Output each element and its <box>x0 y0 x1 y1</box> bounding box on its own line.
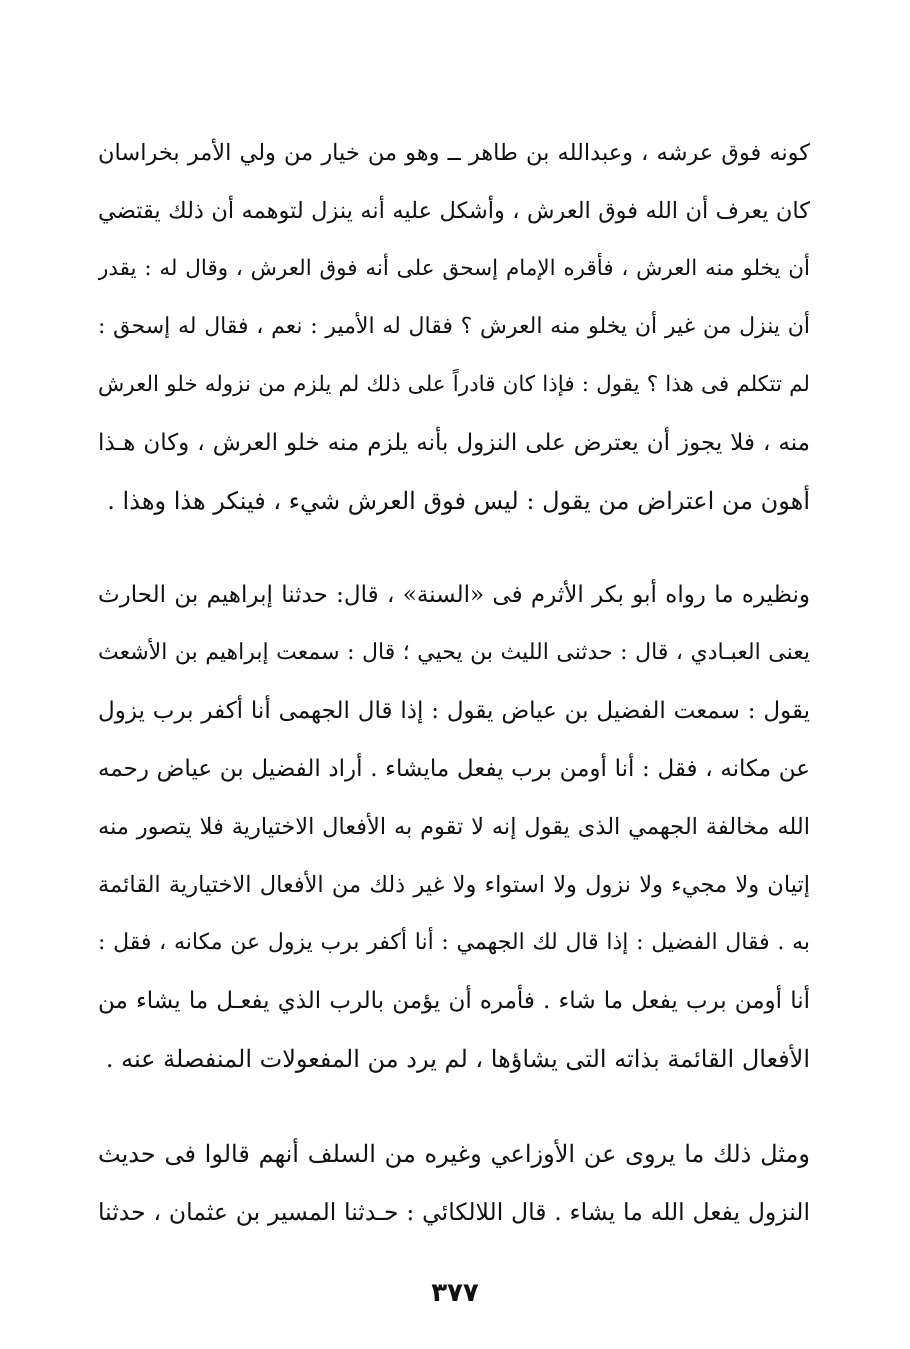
text-line: لم تتكلم فى هذا ؟ يقول : فإذا كان قادراً على ذلك لم يلزم من نزوله خلو العرش <box>98 372 810 397</box>
text-line: أن ينزل من غير أن يخلو منه العرش ؟ فقال له الأمير : نعم ، فقال له إسحق : <box>98 314 810 339</box>
text-line: أنا أومن برب يفعل ما شاء . فأمره أن يؤمن بالرب الذي يفعـل ما يشاء من <box>98 988 810 1014</box>
text-line: كونه فوق عرشه ، وعبدالله بن طاهر ــ وهو من خيار من ولي الأمر بخراسان <box>98 140 810 166</box>
text-line: كان يعرف أن الله فوق العرش ، وأشكل عليه أنه ينزل لتوهمه أن ذلك يقتضي <box>98 198 810 224</box>
text-line: به . فقال الفضيل : إذا قال لك الجهمي : أنا أكفر برب يزول عن مكانه ، فقل : <box>98 930 810 955</box>
paragraph-2 <box>98 566 810 1088</box>
paragraph-1 <box>98 124 810 530</box>
text-line: النزول يفعل الله ما يشاء . قال اللالكائي : حـدثنا المسير بن عثمان ، حدثنا <box>98 1198 810 1226</box>
text-line: منه ، فلا يجوز أن يعترض على النزول بأنه يلزم منه خلو العرش ، وكان هـذا <box>98 430 810 456</box>
text-line: يعنى العبـادي ، قال : حدثنى الليث بن يحيي ؛ قال : سمعت إبراهيم بن الأشعث <box>98 640 810 665</box>
text-line: يقول : سمعت الفضيل بن عياض يقول : إذا قال الجهمى أنا أكفر برب يزول <box>98 698 810 724</box>
text-line: عن مكانه ، فقل : أنا أومن برب يفعل مايشاء . أراد الفضيل بن عياض رحمه <box>98 756 810 782</box>
paragraph-3 <box>98 1125 810 1241</box>
text-line: الأفعال القائمة بذاته التى يشاؤها ، لم يرد من المفعولات المنفصلة عنه . <box>105 1045 810 1073</box>
text-line: أن يخلو منه العرش ، فأقره الإمام إسحق على أنه فوق العرش ، وقال له : يقدر <box>98 256 810 281</box>
text-line: أهون من اعتراض من يقول : ليس فوق العرش شيء ، فينكر هذا وهذا . <box>107 487 810 515</box>
page-number: ٣٧٧ <box>431 1278 479 1308</box>
text-line: ومثل ذلك ما يروى عن الأوزاعي وغيره من السلف أنهم قالوا فى حديث <box>98 1140 810 1168</box>
text-line: إتيان ولا مجيء ولا نزول ولا استواء ولا غير ذلك من الأفعال الاختيارية القائمة <box>98 872 810 898</box>
text-line: الله مخالفة الجهمي الذى يقول إنه لا تقوم به الأفعال الاختيارية فلا يتصور منه <box>98 814 810 840</box>
text-line: ونظيره ما رواه أبو بكر الأثرم فى «السنة» ، قال: حدثنا إبراهيم بن الحارث <box>98 582 810 608</box>
